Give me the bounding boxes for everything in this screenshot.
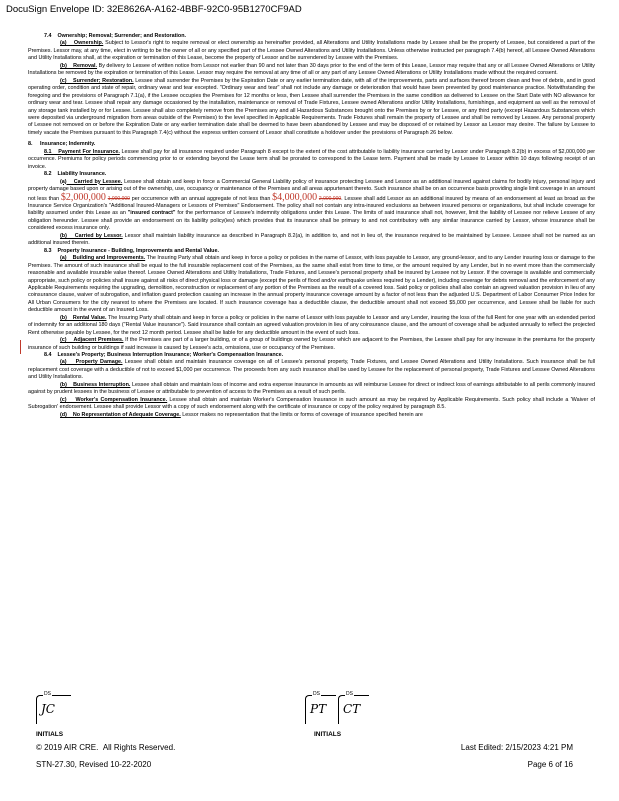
text-removal: By delivery to Lessee of written notice from Lessor not earlier than 90 and not later than 30 days prior to the end of the term of this Lease, Lessor may require that any or all Lessee Owned Alterations or Utility Installations be removed by the expiration or termination of this Lease. Lessor may require the removal at any time of all or any part of any Lessee Owned Alterations or Utility Installations made without the required consent. [28, 62, 595, 77]
paragraph-7-4-a [28, 40, 595, 62]
paragraph-8-3-c [28, 337, 595, 352]
label-building: (a) Building and Improvements. [60, 255, 146, 262]
text-82a-4: for the performance of Lessee's indemnity obligations under this Lease. The limits of said insurance shall not, however, limit the liability of Lessee nor relieve Lessee of any obligation hereunder. Lessee shall provide an endorsement on its liability policy(ies) which provides that its insurance shall be primary to and not contributory with any similar insurance carried by Lessor, whose insurance shall be considered excess insurance only. [28, 210, 595, 232]
label-adjacent: (c) Adjacent Premises. [60, 337, 124, 344]
paragraph-8-3-b [28, 315, 595, 337]
text-82a-1: Lessee shall obtain and keep in force a Commercial General Liability policy of insurance protecting Lessee and Lessor as an additional insured against claims for bodily injury, personal injury and property damage based upon or arising out of the ownership, use, occupancy or maintenance of the Premises and all areas appurtenant thereto. Such insurance shall be on an occurrence basis providing single limit coverage in an amount not less than [28, 178, 595, 202]
amended-amount-1: $2,000,000 [60, 191, 106, 203]
text-payment: Lessee shall pay for all insurance required under Paragraph 8 except to the extent of the cost attributable to liability insurance carried by Lessor under Paragraph 8.2(b) in excess of $2,000,000 per occurrence. Premiums for policy periods commencing prior to or extending beyond the Lease term shall be prorated to correspond to the Lease term. Payment shall be made by Lessee to Lessor within 10 days following receipt of an invoice. [28, 148, 595, 170]
docusign-tag: DS [313, 691, 320, 697]
label-business-interruption: (b) Business Interruption. [60, 381, 131, 388]
text-84a: Lessee shall obtain and maintain insurance coverage on all of Lessee's personal property, Trade Fixtures, and Lessee Owned Alterations and Utility Installations. Such insurance shall be full replacement cost coverage with a deductible of not to exceed $1,000 per occurrence. The proceeds from any such insurance shall be used by Lessee for the replacement of personal property, Trade Fixtures and Lessee Owned Alterations and Utility Installations. [28, 359, 596, 381]
text-84b: Lessee shall obtain and maintain loss of income and extra expense insurance in amounts as will reimburse Lessee for direct or indirect loss of earnings attributable to all perils commonly insured against by prudent lessees in the business of Lessee or attributable to prevention of access to the Premises as a result of such perils. [28, 381, 595, 396]
text-82a-2: per occurrence with an annual aggregate of not less than [129, 195, 273, 202]
initials-signature-left: JC [41, 702, 55, 716]
paragraph-8-1 [28, 149, 595, 171]
paragraph-8-3-title: 8.3 Property Insurance - Building, Improvements and Rental Value. [44, 247, 219, 254]
initials-box-right-1[interactable] [305, 691, 336, 724]
insured-contract: "insured contract" [127, 210, 176, 217]
paragraph-8-4-c [28, 397, 595, 412]
paragraph-8-2-title: 8.2 Liability Insurance. [44, 171, 107, 178]
initials-signature-right-1: PT [310, 702, 327, 716]
paragraph-7-4-c [28, 78, 595, 138]
paragraph-8-4-a [28, 359, 595, 381]
label-ownership: (a) Ownership. [60, 40, 104, 47]
label-property-damage: (a) Property Damage. [60, 359, 123, 366]
text-ownership: Subject to Lessor's right to require removal or elect ownership as hereinafter provided, all Alterations and Utility Installations made by Lessee shall be the property of Lessee, but considered a part of the Premises. Lessor may, at any time, elect in writing to be the owner of all or any specified part of the Lessee Owned Alterations and Utility Installations. Unless otherwise instructed per paragraph 7.4(b) hereof, all Lessee Owned Alterations and Utility Installations shall, at the expiration or termination of this Lease, become the property of Lessor and be surrendered by Lessee with the Premises. [28, 40, 595, 62]
amended-amount-2: $4,000,000 [272, 191, 318, 203]
text-83c: If the Premises are part of a larger building, or of a group of buildings owned by Lessor which are adjacent to the Premises, the Lessee shall pay for any increase in the premiums for the property insurance of such building or buildings if said increase is caused by Lessee's acts, omissions, use or occupancy of the Premises. [28, 337, 595, 351]
paragraph-8-4-title: 8.4 Lessee's Property; Business Interruption Insurance; Worker's Compensation Insurance. [44, 352, 284, 359]
struck-amount-2: 2,000,000 [318, 195, 342, 202]
text-82a-3: . Lessee shall add Lessor as an additional insured by means of an endorsement at least as broad as the Insurance Service Organization's "Additional Insured-Managers or Lessors of Premises" Endorsement. The policy shall not contain any intra-insured exclusions as between insured persons or organizations, but shall include coverage for liability assumed under this Lease as an [28, 195, 595, 217]
footer-copyright: © 2019 AIR CRE. All Rights Reserved. [36, 743, 176, 752]
text-surrender: Lessee shall surrender the Premises by the Expiration Date or any earlier termination date, with all of the improvements, parts and surfaces thereof broom clean and free of debris, and in good operating order, condition and state of repair, ordinary wear and tear excepted. "Ordinary wear and tear" shall not include any damage or deterioration that would have been prevented by good maintenance practice. Notwithstanding the foregoing and the provisions of Paragraph 7.1(a), if the Lessee occupies the Premises for 12 months or less, then Lessee shall surrender the Premises in the same condition as delivered to Lessee on the Start Date with NO allowance for ordinary wear and tear. Lessee shall repair any damage occasioned by the installation, maintenance or removal of Trade Fixtures, Lessee owned Alterations and/or Utility Installations, furnishings, and equipment as well as the removal of any storage tank installed by or for Lessee. Lessee shall also completely remove from the Premises any and all Hazardous Substances brought onto the Premises by or for Lessee, or any third party (except Hazardous Substances which were deposited via underground migration from areas outside of the Premises) to the level specified in Applicable Requirements. Trade Fixtures shall remain the property of Lessee and shall be removed by Lessee. Any personal property of Lessee not removed on or before the Expiration Date or any earlier termination date shall be deemed to have been abandoned by Lessee and may be disposed of or retained by Lessor as Lessor may desire. The failure by Lessee to timely vacate the Premises pursuant to this Paragraph 7.4(c) without the express written consent of Lessor shall constitute a holdover under the provisions of Paragraph 26 below. [28, 77, 595, 136]
initials-label-right: INITIALS [314, 731, 342, 738]
section-8-title: 8. Insurance; Indemnity. [28, 141, 96, 148]
initials-signature-right-2: CT [343, 702, 361, 716]
docusign-tag: DS [346, 691, 353, 697]
label-carried-by-lessor: (b) Carried by Lessor. [60, 232, 123, 239]
footer-form-number: STN-27.30, Revised 10-22-2020 [36, 760, 152, 769]
label-surrender: (c) Surrender; Restoration. [60, 77, 134, 84]
footer-page-number: Page 6 of 16 [527, 760, 573, 769]
text-83b: The Insuring Party shall obtain and keep in force a policy or policies in the name of Lessor with loss payable to Lessor and any Lender, insuring the loss of the full Rent for one year with an extended period of indemnity for an additional 180 days ("Rental Value insurance"). Said insurance shall contain an agreed valuation provision in lieu of any coinsurance clause, and the amount of coverage shall be adjusted annually to reflect the projected Rent otherwise payable by Lessee, for the next 12 month period. Lessee shall be liable for any deductible amount in the event of such loss. [28, 314, 596, 336]
document-body [28, 33, 595, 419]
label-workers-comp: (c) Worker's Compensation Insurance. [60, 396, 168, 403]
label-removal: (b) Removal. [60, 62, 98, 69]
footer-last-edited: Last Edited: 2/15/2023 4:21 PM [460, 743, 573, 752]
paragraph-8-2-a [28, 179, 595, 233]
section-7-4-title: 7.4 Ownership; Removal; Surrender; and Restoration. [44, 33, 186, 39]
text-83a: The Insuring Party shall obtain and keep in force a policy or policies in the name of Lessor, with loss payable to Lessor, any ground-lessor, and to any Lender insuring loss or damage to the Premises. The amount of such insurance shall be equal to the full insurable replacement cost of the Premises, as the same shall exist from time to time, or the amount required by any Lender, but in no event more than the commercially reasonable and available insurable value thereof. Lessee Owned Alterations and Utility Installations, Trade Fixtures, and Lessee's personal property shall be insured by Lessee not by Lessor. If the coverage is available and commercially appropriate, such policy or policies shall insure against all risks of direct physical loss or damage (except the perils of flood and/or earthquake unless required by a Lender), including coverage for debris removal and the enforcement of any Applicable Requirements requiring the upgrading, demolition, reconstruction or replacement of any portion of the Premises as the result of a covered loss. Said policy or policies shall also contain an agreed valuation provision in lieu of any coinsurance clause, waiver of subrogation, and inflation guard protection causing an increase in the annual property insurance coverage amount by a factor of not less than the adjusted U.S. Department of Labor Consumer Price Index for All Urban Consumers for the city nearest to where the Premises are located. If such insurance coverage has a deductible clause, the deductible amount shall not exceed $5,000 per occurrence, and Lessee shall be liable for such deductible amount in the event of an Insured Loss. [28, 255, 595, 314]
initials-box-left[interactable] [36, 691, 71, 724]
label-payment: 8.1 Payment For Insurance. [44, 148, 120, 155]
struck-amount-1: 1,000,000 [107, 195, 130, 202]
text-84c: Lessee shall obtain and maintain Worker's Compensation Insurance in such amount as may be required by Applicable Requirements. Such policy shall include a 'Waiver of Subrogation' endorsement. Lessee shall provide Lessor with a copy of such endorsement along with the certificate of insurance or copy of the policy required by paragraph 8.5. [28, 396, 595, 411]
initials-box-right-2[interactable] [338, 691, 369, 724]
envelope-id: DocuSign Envelope ID: 32E8626A-A162-4BBF-92C0-95B1270CF9AD [6, 4, 302, 15]
label-rental-value: (b) Rental Value. [60, 314, 107, 321]
paragraph-8-4-d [28, 412, 595, 419]
docusign-tag: DS [44, 691, 51, 697]
label-no-representation: (d) No Representation of Adequate Coverage. [60, 411, 181, 418]
paragraph-8-4-b [28, 382, 595, 397]
paragraph-7-4-b [28, 63, 595, 78]
text-84d: Lessor makes no representation that the limits or forms of coverage of insurance specified herein are [180, 411, 423, 418]
label-carried-by-lessee: (a) Carried by Lessee. [60, 178, 123, 185]
paragraph-8-2-b [28, 233, 595, 248]
change-bar [20, 340, 21, 354]
paragraph-8-3-a [28, 255, 595, 315]
text-82b: Lessor shall maintain liability insurance as described in Paragraph 8.2(a), in addition to, and not in lieu of, the insurance required to be maintained by Lessee. Lessee shall not be named as an additional insured therein. [28, 232, 595, 247]
initials-label-left: INITIALS [36, 731, 64, 738]
